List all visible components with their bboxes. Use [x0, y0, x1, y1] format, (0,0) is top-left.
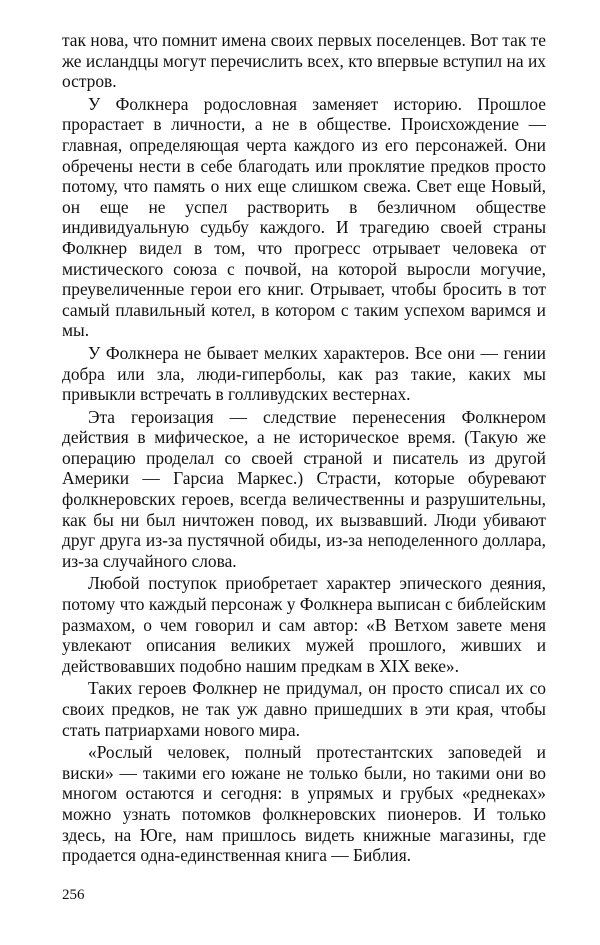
page-number: 256: [62, 887, 85, 903]
paragraph-2: У Фолкнера родословная заменяет историю. Прошлое прорастает в личности, а не в обществе. Происхождение — главная, определяющая черта каждого из его персонажей. Они обречены нести в себе благодать или проклятие предков просто потому, что память о них еще слишком свежа. Свет еще Новый, он еще не успел растворить в безличном обществе индивидуальную судьбу каждого. И трагедию своей страны Фолкнер видел в том, что прогресс отрывает человека от мистического союза с почвой, на которой выросли могучие, преувеличенные герои его книг. Отрывает, чтобы бросить в тот самый плавильный котел, в котором с таким успехом варимся и мы.: [62, 93, 546, 341]
paragraph-4: Эта героизация — следствие перенесения Фолкнером действия в мифическое, а не историческое время. (Такую же операцию проделал со своей страной и писатель из другой Америки — Гарсиа Маркес.) Страсти, которые обуревают фолкнеровских героев, всегда величественны и разрушительны, как бы ни был ничтожен повод, их вызвавший. Люди убивают друг друга из-за пустячной обиды, из-за неподеленного доллара, из-за случайного слова.: [62, 406, 546, 571]
paragraph-3: У Фолкнера не бывает мелких характеров. Все они — гении добра или зла, люди-гиперболы, как раз такие, каких мы привыкли встречать в голливудских вестернах.: [62, 342, 546, 405]
page-text: [62, 30, 546, 866]
paragraph-5: Любой поступок приобретает характер эпического деяния, потому что каждый персонаж у Фолкнера выписан с библейским размахом, о чем говорил и сам автор: «В Ветхом завете меня увлекают описания великих мужей прошлого, живших и действовавших подобно нашим предкам в XIX веке».: [62, 573, 546, 676]
paragraph-6: Таких героев Фолкнер не придумал, он просто списал их со своих предков, не так уж давно пришедших в эти края, чтобы стать патриархами нового мира.: [62, 678, 546, 740]
paragraph-1: так нова, что помнит имена своих первых поселенцев. Вот так те же исландцы могут перечислить всех, кто впервые вступил на их остров.: [62, 30, 546, 92]
paragraph-7: «Рослый человек, полный протестантских заповедей и виски» — такими его южане не только были, но такими они во многом остаются и сегодня: в упрямых и грубых «реднеках» можно узнать потомков фолкнеровских пионеров. И только здесь, на Юге, нам пришлось видеть книжные магазины, где продается одна-единственная книга — Библия.: [62, 742, 546, 866]
